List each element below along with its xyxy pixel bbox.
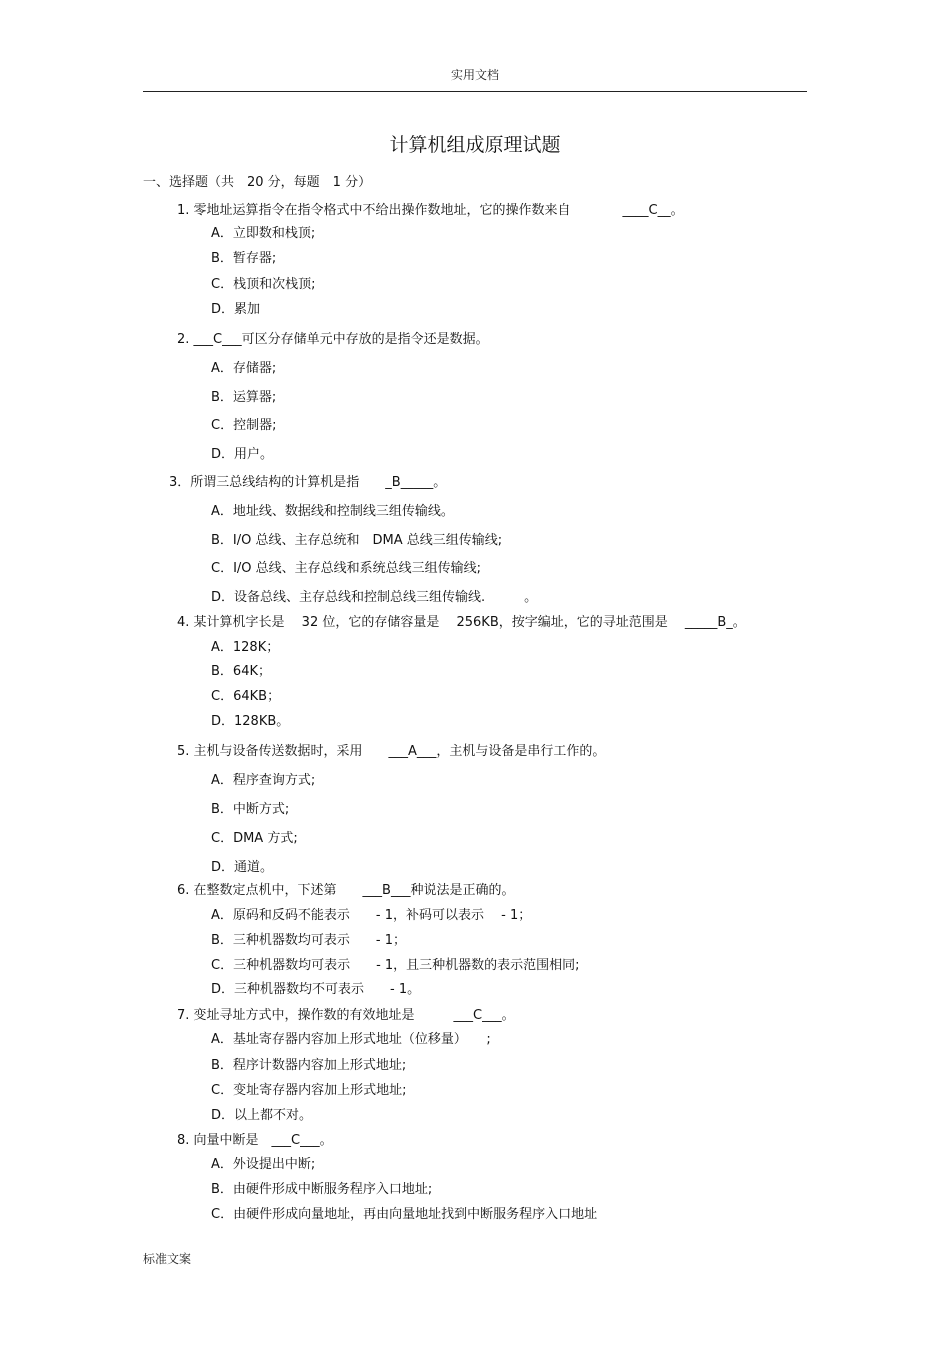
question-8-option-a: A．外设提出中断; bbox=[211, 1157, 316, 1172]
question-7-option-c: C．变址寄存器内容加上形式地址; bbox=[211, 1083, 407, 1098]
question-7-option-b: B．程序计数器内容加上形式地址; bbox=[211, 1058, 407, 1073]
question-2-option-a: A．存储器; bbox=[211, 361, 277, 376]
section-heading: 一、选择题（共 20 分，每题 1 分） bbox=[143, 175, 372, 190]
question-4: 4. 某计算机字长是 32 位，它的存储容量是 256KB，按字编址，它的寻址范围是 _____B_。 bbox=[177, 615, 746, 630]
question-1-option-c: C．栈顶和次栈顶; bbox=[211, 277, 316, 292]
question-1-option-b: B．暂存器; bbox=[211, 251, 277, 266]
question-6-option-c: C．三种机器数均可表示 - 1，且三种机器数的表示范围相同; bbox=[211, 958, 580, 973]
question-2: 2. ___C___可区分存储单元中存放的是指令还是数据。 bbox=[177, 332, 489, 347]
question-3-option-c: C．I/O 总线、主存总线和系统总线三组传输线; bbox=[211, 561, 482, 576]
question-6-option-b: B．三种机器数均可表示 - 1； bbox=[211, 933, 407, 948]
page-header: 实用文档 bbox=[450, 68, 499, 82]
question-4-option-d: D．128KB。 bbox=[211, 714, 290, 729]
question-7-option-d: D．以上都不对。 bbox=[211, 1108, 313, 1123]
question-6-option-d: D．三种机器数均不可表示 - 1。 bbox=[211, 982, 421, 997]
question-3-option-d: D．设备总线、主存总线和控制总线三组传输线. 。 bbox=[211, 590, 538, 605]
question-2-option-b: B．运算器; bbox=[211, 390, 277, 405]
question-7: 7. 变址寻址方式中，操作数的有效地址是 ___C___。 bbox=[177, 1008, 515, 1023]
question-8-option-b: B．由硬件形成中断服务程序入口地址; bbox=[211, 1182, 433, 1197]
question-1-option-a: A．立即数和栈顶; bbox=[211, 226, 316, 241]
question-4-option-c: C．64KB； bbox=[211, 689, 281, 704]
question-8: 8. 向量中断是 ___C___。 bbox=[177, 1133, 333, 1148]
question-3-option-a: A．地址线、数据线和控制线三组传输线。 bbox=[211, 504, 454, 519]
page-footer: 标准文案 bbox=[143, 1252, 192, 1266]
question-7-option-a: A．基址寄存器内容加上形式地址（位移量） ; bbox=[211, 1032, 491, 1047]
document-title: 计算机组成原理试题 bbox=[389, 134, 561, 156]
question-1-option-d: D．累加 bbox=[211, 302, 261, 317]
question-5-option-c: C．DMA 方式; bbox=[211, 831, 298, 846]
question-1: 1. 零地址运算指令在指令格式中不给出操作数地址，它的操作数来自 ____C__。 bbox=[177, 203, 684, 218]
question-6-option-a: A．原码和反码不能表示 - 1，补码可以表示 - 1； bbox=[211, 908, 532, 923]
question-2-option-d: D．用户。 bbox=[211, 447, 274, 462]
question-4-option-b: B．64K； bbox=[211, 664, 271, 679]
question-2-option-c: C．控制器; bbox=[211, 418, 277, 433]
question-8-option-c: C．由硬件形成向量地址，再由向量地址找到中断服务程序入口地址 bbox=[211, 1207, 598, 1222]
header-rule bbox=[143, 91, 807, 92]
question-3: 3．所谓三总线结构的计算机是指 _B_____。 bbox=[169, 475, 447, 490]
question-5-option-a: A．程序查询方式; bbox=[211, 773, 316, 788]
question-5-option-b: B．中断方式; bbox=[211, 802, 290, 817]
question-3-option-b: B．I/O 总线、主存总统和 DMA 总线三组传输线; bbox=[211, 533, 503, 548]
question-5-option-d: D．通道。 bbox=[211, 860, 274, 875]
question-6: 6. 在整数定点机中，下述第 ___B___种说法是正确的。 bbox=[177, 883, 515, 898]
question-5: 5. 主机与设备传送数据时，采用 ___A___，主机与设备是串行工作的。 bbox=[177, 744, 606, 759]
question-4-option-a: A．128K； bbox=[211, 640, 280, 655]
